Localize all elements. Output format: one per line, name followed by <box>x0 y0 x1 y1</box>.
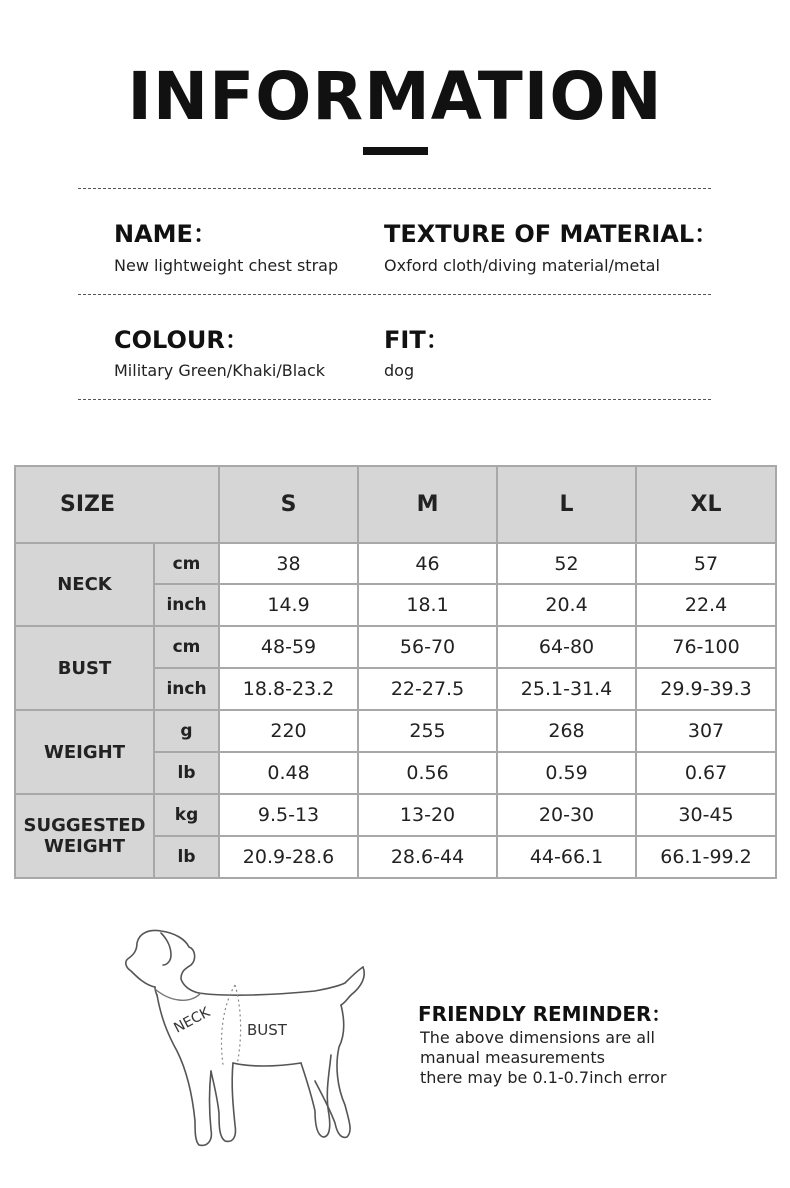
title-underline <box>363 147 428 155</box>
unit-cell: cm <box>154 626 219 668</box>
table-cell: 0.59 <box>497 752 636 794</box>
table-cell: 56-70 <box>358 626 497 668</box>
table-header-row <box>15 466 776 543</box>
table-cell: 9.5-13 <box>219 794 358 836</box>
table-row <box>15 626 776 668</box>
divider <box>78 399 711 400</box>
table-row <box>15 710 776 752</box>
texture-value: Oxford cloth/diving material/metal <box>384 256 660 275</box>
unit-cell: lb <box>154 836 219 878</box>
table-cell: 0.48 <box>219 752 358 794</box>
group-name-line: WEIGHT <box>44 836 125 857</box>
table-cell: 255 <box>358 710 497 752</box>
size-l-header: L <box>497 466 636 543</box>
dog-measurement-diagram <box>115 925 375 1155</box>
size-chart-table <box>14 465 777 879</box>
table-cell: 0.67 <box>636 752 776 794</box>
table-cell: 20.4 <box>497 584 636 626</box>
table-cell: 48-59 <box>219 626 358 668</box>
colour-label: COLOUR： <box>114 326 249 354</box>
table-cell: 18.1 <box>358 584 497 626</box>
name-label: NAME： <box>114 220 217 248</box>
table-cell: 44-66.1 <box>497 836 636 878</box>
table-row <box>15 543 776 584</box>
table-cell: 66.1-99.2 <box>636 836 776 878</box>
group-bust: BUST <box>15 626 154 710</box>
table-cell: 28.6-44 <box>358 836 497 878</box>
group-neck: NECK <box>15 543 154 626</box>
unit-cell: cm <box>154 543 219 584</box>
table-cell: 76-100 <box>636 626 776 668</box>
name-value: New lightweight chest strap <box>114 256 339 275</box>
neck-line <box>155 989 201 1000</box>
table-cell: 52 <box>497 543 636 584</box>
colour-value: Military Green/Khaki/Black <box>114 361 326 380</box>
neck-label: NECK <box>171 1004 213 1037</box>
table-row <box>15 794 776 836</box>
reminder-line: The above dimensions are all <box>420 1028 655 1047</box>
fit-value: dog <box>384 361 415 380</box>
reminder-title: FRIENDLY REMINDER： <box>418 1002 672 1026</box>
table-cell: 57 <box>636 543 776 584</box>
table-cell: 20-30 <box>497 794 636 836</box>
unit-cell: g <box>154 710 219 752</box>
table-cell: 22-27.5 <box>358 668 497 710</box>
table-cell: 220 <box>219 710 358 752</box>
bust-line <box>222 985 241 1065</box>
size-header-cell: SIZE <box>15 466 219 543</box>
reminder-line: manual measurements <box>420 1048 605 1067</box>
table-cell: 268 <box>497 710 636 752</box>
size-xl-header: XL <box>636 466 776 543</box>
table-cell: 307 <box>636 710 776 752</box>
unit-cell: kg <box>154 794 219 836</box>
size-s-header: S <box>219 466 358 543</box>
unit-cell: lb <box>154 752 219 794</box>
table-cell: 30-45 <box>636 794 776 836</box>
size-m-header: M <box>358 466 497 543</box>
table-cell: 25.1-31.4 <box>497 668 636 710</box>
group-name-line: SUGGESTED <box>23 815 146 836</box>
table-cell: 38 <box>219 543 358 584</box>
table-cell: 64-80 <box>497 626 636 668</box>
table-cell: 14.9 <box>219 584 358 626</box>
divider <box>78 294 711 295</box>
texture-label: TEXTURE OF MATERIAL： <box>384 220 719 248</box>
group-suggested-weight <box>15 794 154 878</box>
unit-cell: inch <box>154 584 219 626</box>
fit-label: FIT： <box>384 326 450 354</box>
reminder-line: there may be 0.1-0.7inch error <box>420 1068 667 1087</box>
page-title: INFORMATION <box>127 58 663 135</box>
table-cell: 46 <box>358 543 497 584</box>
bust-label: BUST <box>247 1021 287 1039</box>
divider <box>78 188 711 189</box>
table-cell: 29.9-39.3 <box>636 668 776 710</box>
table-cell: 13-20 <box>358 794 497 836</box>
table-cell: 18.8-23.2 <box>219 668 358 710</box>
group-weight: WEIGHT <box>15 710 154 794</box>
table-cell: 22.4 <box>636 584 776 626</box>
table-cell: 20.9-28.6 <box>219 836 358 878</box>
table-cell: 0.56 <box>358 752 497 794</box>
unit-cell: inch <box>154 668 219 710</box>
